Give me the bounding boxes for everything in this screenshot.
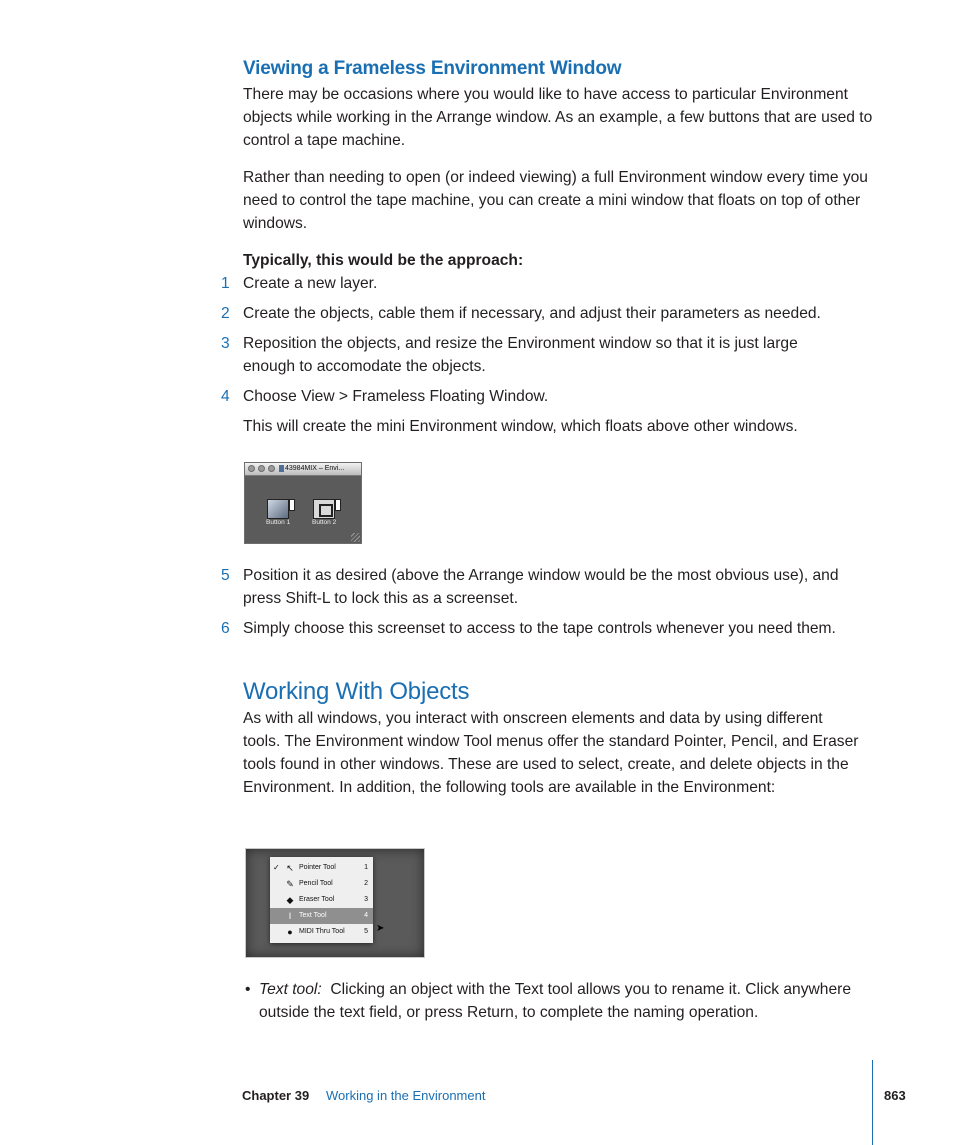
bullet-marker: • bbox=[245, 981, 251, 998]
tool-menu bbox=[270, 857, 385, 943]
menu-item-shortcut: 4 bbox=[364, 912, 368, 919]
mini-environment-window-image bbox=[244, 462, 362, 544]
mouse-cursor-icon: ➤ bbox=[376, 923, 385, 934]
text-cursor-icon: I bbox=[288, 911, 292, 921]
step-number-6: 6 bbox=[221, 620, 230, 637]
button-object-1 bbox=[267, 499, 289, 519]
menu-item-shortcut: 5 bbox=[364, 928, 368, 935]
menu-item-text-tool bbox=[270, 908, 373, 924]
menu-item-eraser-tool bbox=[270, 892, 373, 908]
bullet-text-tool bbox=[259, 978, 875, 1024]
midi-thru-icon: ● bbox=[287, 927, 293, 937]
step-4-note: This will create the mini Environment window, which floats above other windows. bbox=[243, 418, 798, 435]
zoom-icon bbox=[268, 465, 275, 472]
checkmark-icon: ✓ bbox=[273, 863, 280, 872]
approach-label: Typically, this would be the approach: bbox=[243, 252, 524, 269]
menu-item-label: Pencil Tool bbox=[299, 880, 333, 887]
pointer-icon: ↖ bbox=[286, 863, 294, 873]
menu-item-shortcut: 3 bbox=[364, 896, 368, 903]
section-heading-frameless-window: Viewing a Frameless Environment Window bbox=[243, 58, 622, 79]
page-number: 863 bbox=[884, 1088, 906, 1103]
paragraph-tools: As with all windows, you interact with onscreen elements and data by using different tools. The Environment window Tool menus offer the standard Pointer, Pencil, and Eraser tools found in other windows. These are used to select, create, and delete objects in the Environment. In addition, the following tools are available in the Environment: bbox=[243, 710, 859, 796]
button-object-2-flag-icon bbox=[335, 499, 341, 511]
window-title-bar bbox=[245, 463, 361, 476]
step-text-1: Create a new layer. bbox=[243, 275, 378, 292]
menu-item-midi-thru-tool bbox=[270, 924, 373, 940]
step-number-2: 2 bbox=[221, 305, 230, 322]
footer-chapter-title: Working in the Environment bbox=[326, 1088, 486, 1103]
menu-item-pencil-tool bbox=[270, 876, 373, 892]
tool-menu-image bbox=[245, 848, 425, 958]
menu-item-shortcut: 1 bbox=[364, 864, 368, 871]
bullet-term: Text tool: bbox=[259, 981, 322, 998]
step-number-5: 5 bbox=[221, 567, 230, 584]
button-object-1-label: Button 1 bbox=[266, 519, 291, 526]
section-heading-working-with-objects: Working With Objects bbox=[243, 678, 470, 705]
menu-item-label: Eraser Tool bbox=[299, 896, 335, 903]
menu-item-label: Text Tool bbox=[299, 912, 327, 919]
pencil-icon: ✎ bbox=[286, 879, 294, 889]
step-text-6: Simply choose this screenset to access to the tape controls whenever you need them. bbox=[243, 620, 836, 637]
step-text-2: Create the objects, cable them if necessary, and adjust their parameters as needed. bbox=[243, 305, 821, 322]
close-icon bbox=[248, 465, 255, 472]
bullet-description: Clicking an object with the Text tool allows you to rename it. Click anywhere outside the text field, or press Return, to complete the naming operation. bbox=[259, 981, 851, 1021]
step-number-4: 4 bbox=[221, 388, 230, 405]
window-title: 43984MIX – Envi... bbox=[285, 465, 345, 472]
step-number-3: 3 bbox=[221, 335, 230, 352]
menu-item-label: Pointer Tool bbox=[299, 864, 336, 871]
resize-grip-icon bbox=[351, 533, 360, 542]
menu-item-label: MIDI Thru Tool bbox=[299, 928, 345, 935]
footer-divider bbox=[872, 1060, 873, 1145]
menu-item-shortcut: 2 bbox=[364, 880, 368, 887]
footer-chapter: Chapter 39 bbox=[242, 1088, 310, 1103]
step-text-4: Choose View > Frameless Floating Window. bbox=[243, 388, 549, 405]
paragraph-mini-window: Rather than needing to open (or indeed viewing) a full Environment window every time you need to control the tape machine, you can create a mini window that floats on top of other windows. bbox=[243, 169, 868, 232]
button-object-2-label: Button 2 bbox=[312, 519, 337, 526]
eraser-icon: ◆ bbox=[286, 895, 294, 905]
step-text-5: Position it as desired (above the Arrange window would be the most obvious use), and press Shift-L to lock this as a screenset. bbox=[243, 567, 839, 607]
minimize-icon bbox=[258, 465, 265, 472]
step-number-1: 1 bbox=[221, 275, 230, 292]
step-text-3: Reposition the objects, and resize the Environment window so that it is just large enough to accomodate the objects. bbox=[243, 335, 798, 375]
button-object-2 bbox=[313, 499, 335, 519]
menu-item-pointer-tool bbox=[270, 860, 373, 876]
button-object-1-flag-icon bbox=[289, 499, 295, 511]
document-icon bbox=[279, 465, 284, 472]
paragraph-intro: There may be occasions where you would like to have access to particular Environment objects while working in the Arrange window. As an example, a few buttons that are used to control a tape machine. bbox=[243, 86, 873, 149]
